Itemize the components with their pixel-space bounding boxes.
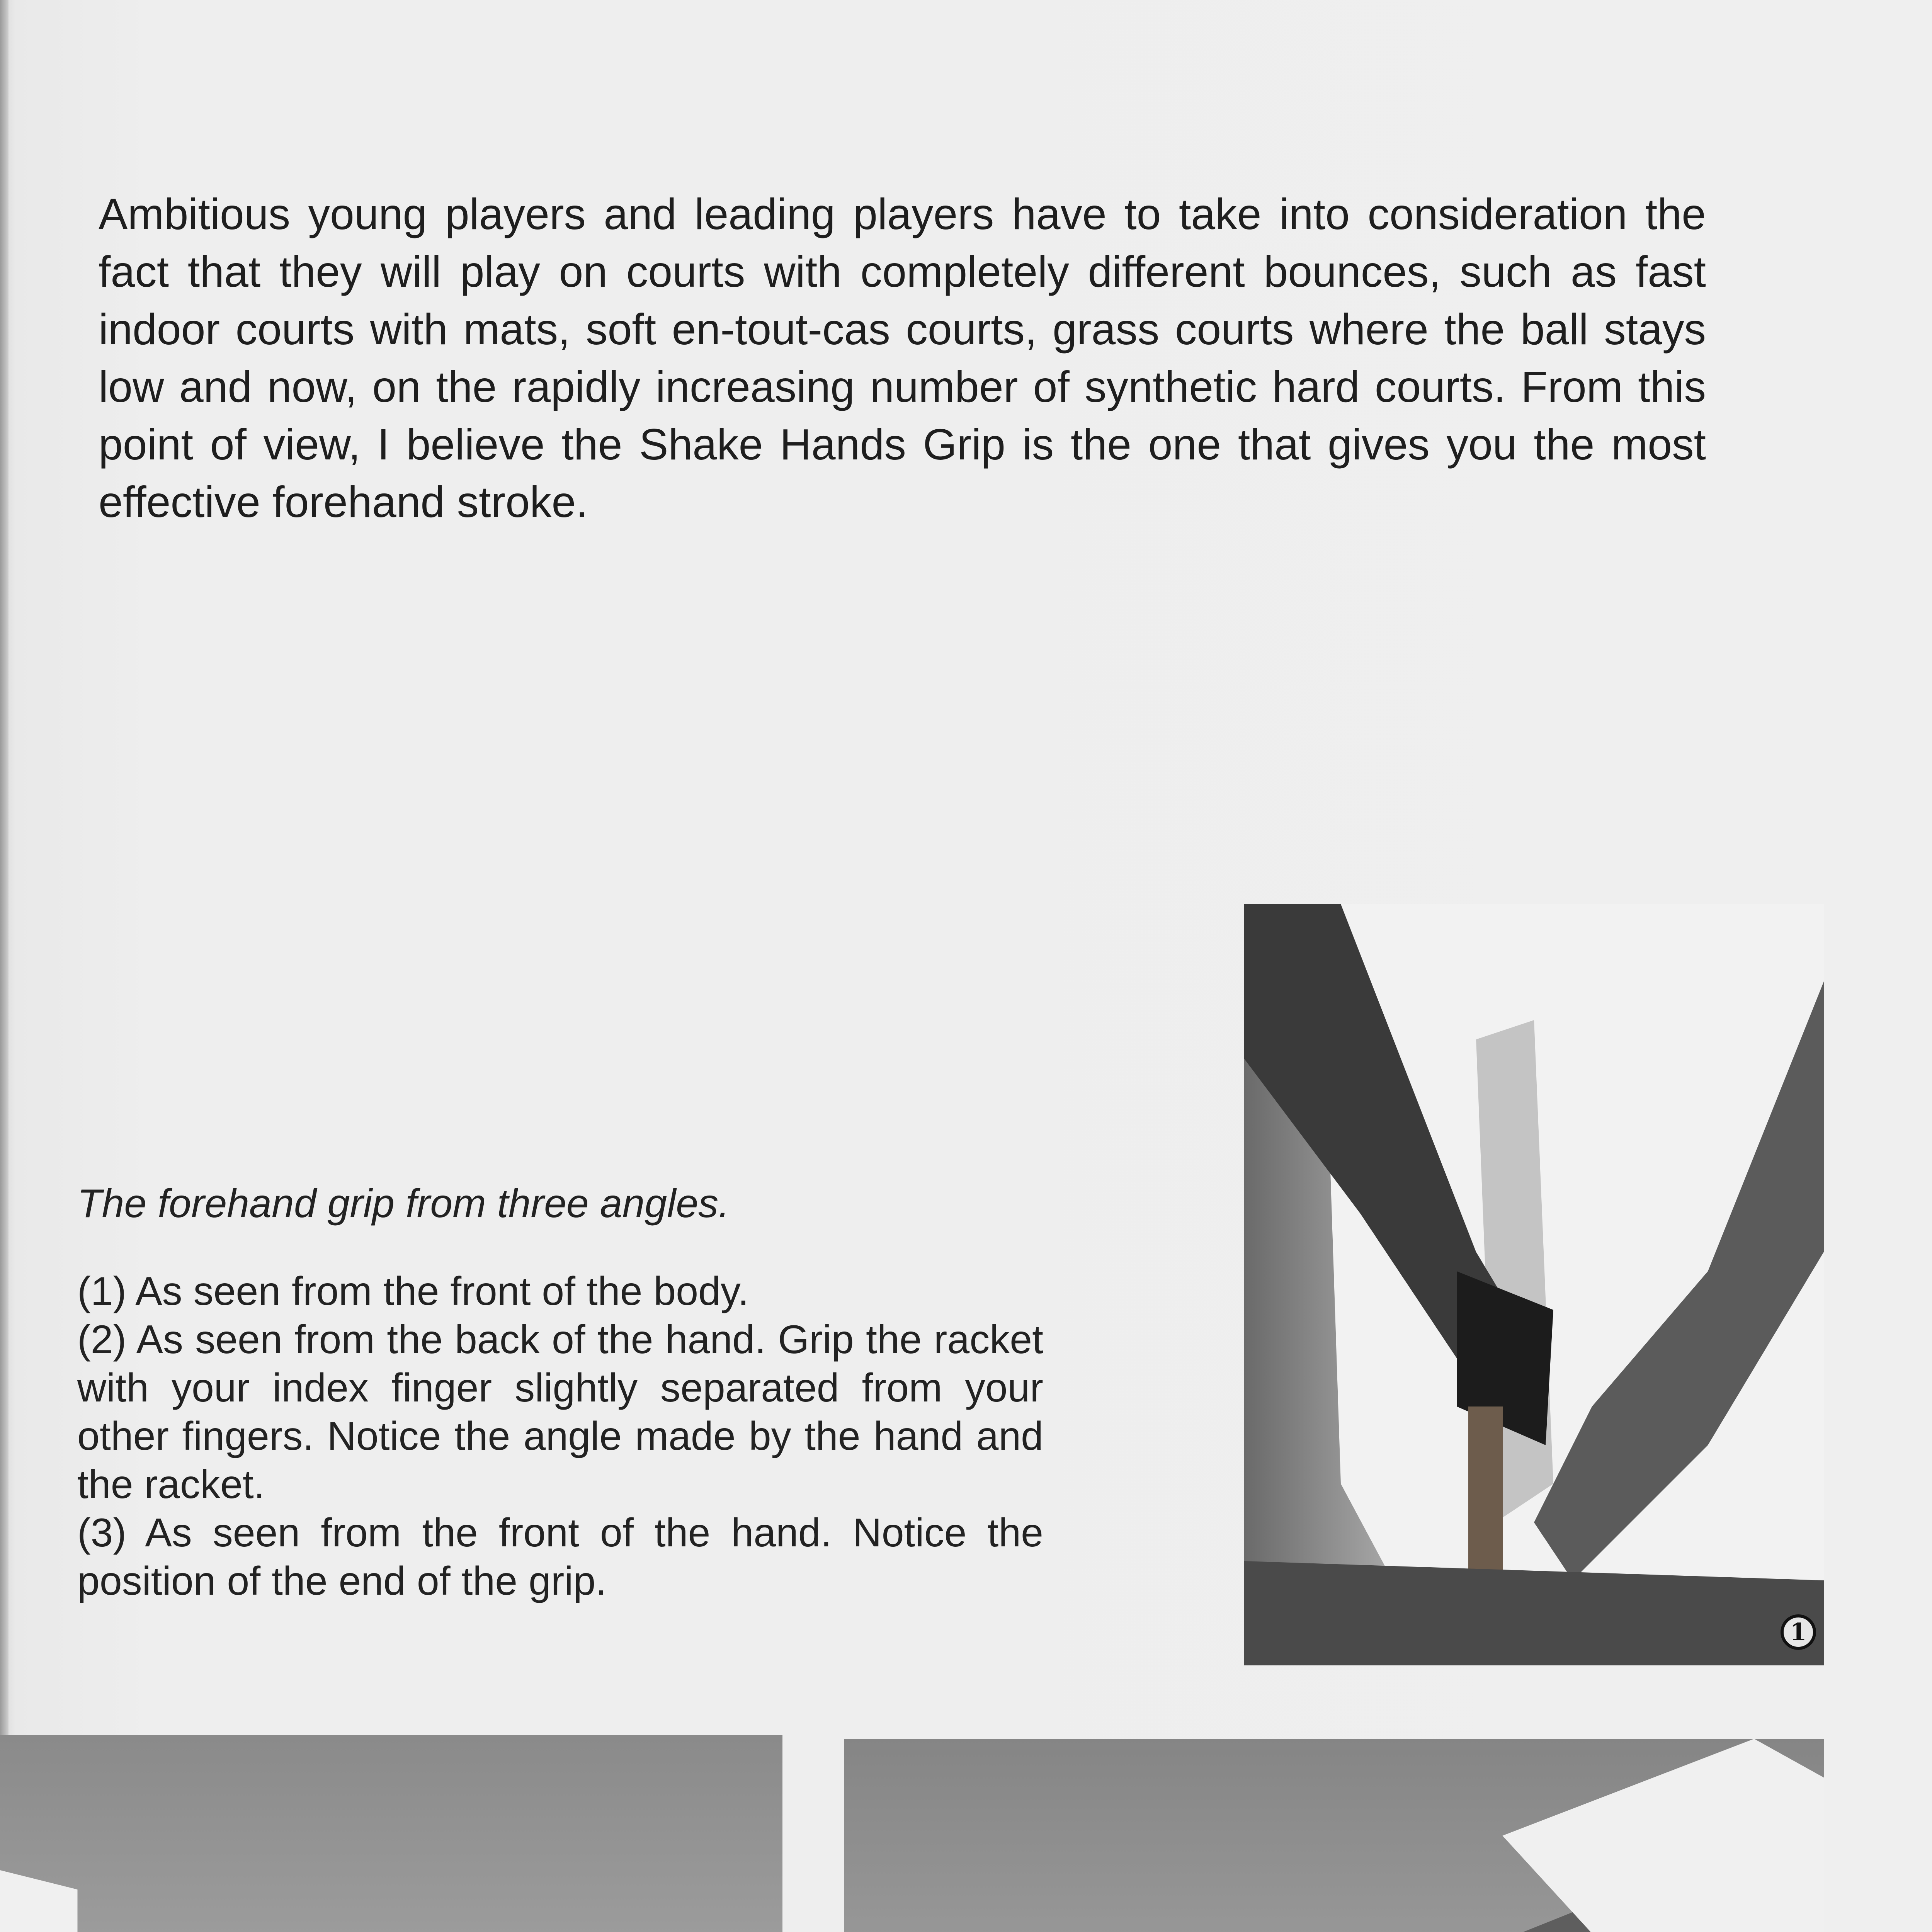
photo-front-of-hand-image — [844, 1739, 1824, 1932]
caption-item-3: (3) As seen from the front of the hand. Notice the position of the end of the grip. — [77, 1510, 1043, 1604]
body-paragraph: Ambitious young players and leading players have to take into consideration the fact that they will play on courts with completely different bounces, such as fast indoor courts with mats, soft en-tout-cas courts, grass courts where the ball stays low and now, on the rapidly increasing number of synthetic hard courts. From this point of view, I believe the Shake Hands Grip is the one that gives you the most effective forehand stroke. — [99, 190, 1706, 526]
photo-back-of-hand-image — [0, 1735, 782, 1932]
photo-number-badge: 1 — [1781, 1614, 1816, 1650]
caption-item-1: (1) As seen from the front of the body. — [77, 1269, 749, 1314]
caption-title: The forehand grip from three angles. — [77, 1181, 730, 1226]
photo-front-of-hand — [844, 1739, 1824, 1932]
caption-item-2: (2) As seen from the back of the hand. Grip the racket with your index finger slightly separated from your other fingers. Notice the angle made by the hand and the racket. — [77, 1317, 1043, 1507]
photo-front-of-body — [1244, 904, 1824, 1665]
photo-front-of-body-image — [1244, 904, 1824, 1665]
binding-edge — [0, 0, 9, 1932]
photo-back-of-hand — [0, 1735, 782, 1932]
photo-caption — [77, 1179, 1043, 1605]
